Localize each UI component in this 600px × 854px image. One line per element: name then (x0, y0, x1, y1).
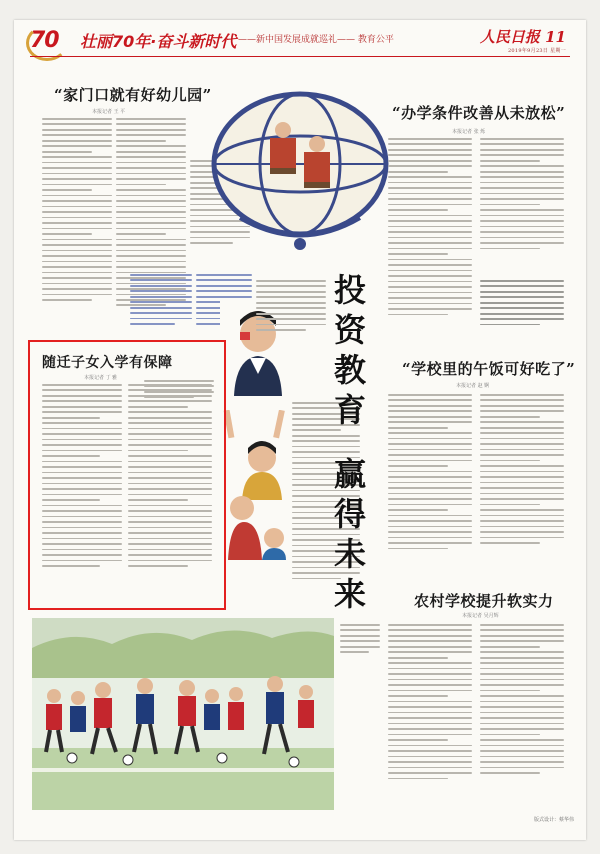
cheering-children-photo (220, 410, 290, 560)
headline-char: 赢 (333, 455, 366, 493)
headline-gap (330, 430, 370, 454)
article-body-migrant-col2 (128, 384, 212, 598)
byline-school-conditions: 本报记者 张 烁 (452, 129, 486, 135)
article-title-school-lunch: “学校里的午饭可好吃了” (402, 360, 576, 378)
footer-credit: 版式设计：蔡华伟 (533, 817, 574, 823)
article-title-rural-schools: 农村学校提升软实力 (414, 592, 554, 610)
article-body-school-conditions-col1 (388, 138, 472, 342)
byline-rural-schools: 本报记者 吴月辉 (462, 613, 499, 619)
anniversary-logo (30, 28, 59, 53)
paper-name: 人民日报 (479, 28, 540, 46)
article-body-school-lunch-col1 (388, 394, 472, 570)
article-body-rural-col1 (388, 624, 472, 798)
byline-school-lunch: 本报记者 赵 婀 (456, 383, 490, 389)
article-sidebar-right-top (480, 280, 564, 340)
article-title-school-conditions: “办学条件改善从未放松” (392, 104, 566, 122)
logo-number: 70 (30, 28, 59, 53)
newspaper-page (14, 20, 586, 840)
article-body-migrant-top (144, 380, 214, 410)
article-body-kindergarten-col1 (42, 118, 112, 336)
paper-nameplate (480, 26, 566, 47)
article-body-center-top (256, 280, 326, 342)
article-body-bottom-center (340, 624, 380, 804)
main-headline (330, 270, 370, 614)
article-body-rural-col2 (480, 624, 564, 798)
article-body-school-lunch-col2 (480, 394, 564, 570)
headline-char: 育 (333, 391, 366, 429)
issue-date: 2019年9月23日 星期一 (507, 48, 566, 54)
headline-char: 未 (333, 535, 366, 573)
article-title-kindergarten: “家门口就有好幼儿园” (54, 86, 212, 104)
article-body-school-conditions-col2 (480, 138, 564, 274)
headline-char: 投 (333, 271, 366, 309)
masthead-rule (30, 56, 570, 57)
headline-char: 来 (333, 575, 366, 613)
headline-char: 教 (333, 351, 366, 389)
article-sidebar-blue-left (130, 274, 192, 336)
article-title-migrant-children: 随迁子女入学有保障 (42, 355, 173, 371)
series-label: ——新中国发展成就巡礼—— 教育公平 (238, 35, 394, 45)
children-soccer-photo (32, 618, 334, 810)
headline-char: 得 (333, 495, 366, 533)
masthead (14, 20, 586, 56)
page-number: 11 (545, 28, 566, 46)
globe-children-illustration (200, 68, 400, 268)
byline-kindergarten: 本报记者 王 平 (92, 109, 126, 115)
article-body-migrant-col1 (42, 384, 122, 598)
page-footer (44, 816, 574, 823)
headline-char: 资 (333, 311, 366, 349)
slogan: 壮丽70年·奋斗新时代 (80, 32, 237, 51)
byline-migrant-children: 本报记者 丁 雅 (84, 375, 118, 381)
